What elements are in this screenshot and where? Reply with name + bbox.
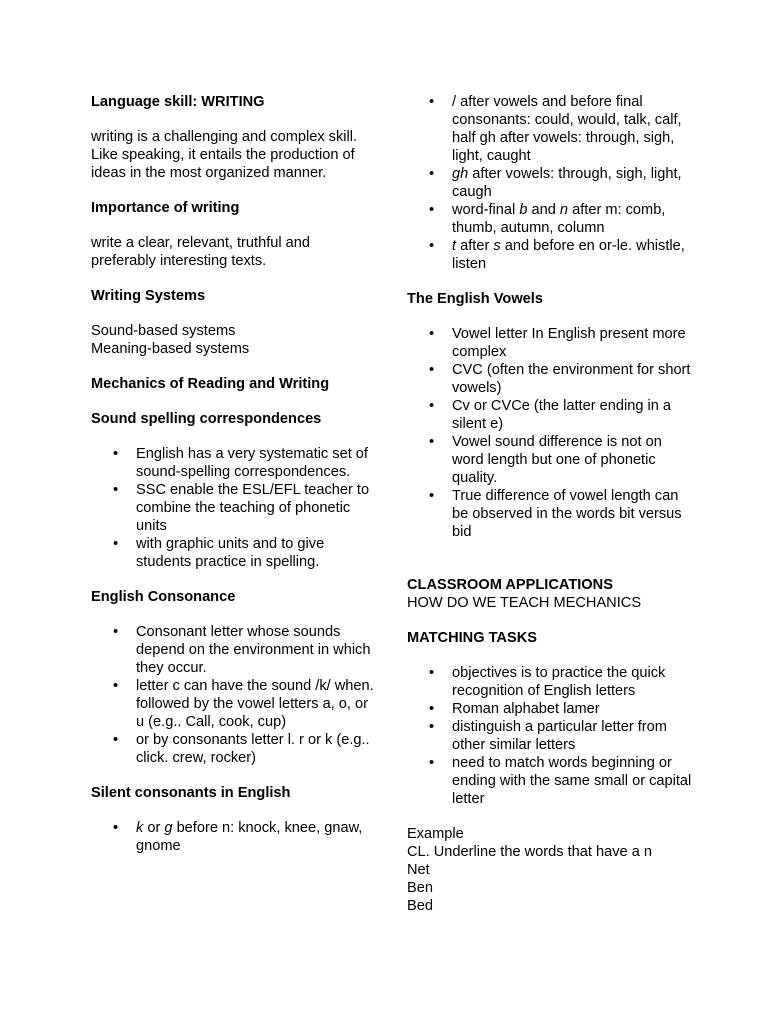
letter-t: t [452, 238, 457, 254]
list-item: • distinguish a particular letter from other similar letters [452, 718, 697, 754]
text-and: and [527, 202, 560, 218]
right-column [407, 93, 697, 915]
letter-s: s [493, 238, 501, 254]
heading-silent-consonants: Silent consonants in English [91, 785, 291, 801]
heading-classroom-applications: CLASSROOM APPLICATIONS [407, 577, 613, 593]
silent-list-left [91, 819, 376, 855]
example-instruction: CL. Underline the words that have a n [407, 844, 652, 860]
heading-consonance: English Consonance [91, 589, 236, 605]
example-word: Ben [407, 880, 433, 896]
list-item: • need to match words beginning or ending with the same small or capital letter [452, 754, 697, 808]
matching-list [407, 664, 697, 808]
list-item [452, 201, 697, 237]
text-rest: after m: comb, thumb, autumn, column [452, 202, 666, 236]
example-word: Net [407, 862, 430, 878]
list-item: • letter c can have the sound /k/ when. followed by the vowel letters a, o, or u (e.g.. Call, cook, cup) [136, 677, 376, 731]
text-word-final: word-final [452, 202, 520, 218]
heading-writing-systems: Writing Systems [91, 288, 206, 304]
list-item: • Vowel letter In English present more complex [452, 325, 697, 361]
importance-text: write a clear, relevant, truthful and preferably interesting texts. [91, 235, 311, 269]
heading-ssc: Sound spelling correspondences [91, 411, 322, 427]
list-item: • SSC enable the ESL/EFL teacher to combine the teaching of phonetic units [136, 481, 376, 535]
heading-matching-tasks: MATCHING TASKS [407, 630, 537, 646]
writing-definition: writing is a challenging and complex skill. Like speaking, it entails the production of ideas in the most organized manner. [91, 129, 358, 181]
list-item [452, 237, 697, 273]
list-item: • Consonant letter whose sounds depend on the environment in which they occur. [136, 623, 376, 677]
consonance-list [91, 623, 376, 767]
text-rest: after vowels: through, sigh, light, caugh [452, 166, 682, 200]
how-do-we-teach: HOW DO WE TEACH MECHANICS [407, 595, 642, 611]
list-item: • with graphic units and to give students practice in spelling. [136, 535, 376, 571]
text-rest: before n: knock, knee, gnaw, gnome [136, 820, 363, 854]
heading-importance: Importance of writing [91, 200, 240, 216]
ssc-list [91, 445, 376, 571]
system-sound-based: Sound-based systems [91, 323, 236, 339]
list-item: • English has a very systematic set of sound-spelling correspondences. [136, 445, 376, 481]
list-item: • CVC (often the environment for short vowels) [452, 361, 697, 397]
list-item: • Vowel sound difference is not on word length but one of phonetic quality. [452, 433, 697, 487]
letters-gh: gh [452, 166, 469, 182]
letter-g: g [164, 820, 173, 836]
list-item: • Roman alphabet lamer [452, 700, 697, 718]
text-after: after [456, 238, 494, 254]
text-rest: and before en or-le. whistle, listen [452, 238, 685, 272]
list-item: • or by consonants letter l. r or k (e.g.. click. crew, rocker) [136, 731, 376, 767]
example-word: Bed [407, 898, 433, 914]
system-meaning-based: Meaning-based systems [91, 341, 250, 357]
list-item: • True difference of vowel length can be observed in the words bit versus bid [452, 487, 697, 541]
silent-list-right [407, 93, 697, 273]
heading-mechanics: Mechanics of Reading and Writing [91, 376, 330, 392]
vowels-list [407, 325, 697, 541]
letter-k: k [136, 820, 144, 836]
heading-language-skill: Language skill: WRITING [91, 94, 265, 110]
letter-b: b [519, 202, 528, 218]
text-or: or [143, 820, 165, 836]
example-label: Example [407, 826, 464, 842]
list-item [452, 165, 697, 201]
heading-english-vowels: The English Vowels [407, 291, 543, 307]
list-item: • Cv or CVCe (the latter ending in a silent e) [452, 397, 697, 433]
letter-n: n [559, 202, 569, 218]
list-item [136, 819, 376, 855]
list-item: • objectives is to practice the quick recognition of English letters [452, 664, 697, 700]
list-item: • / after vowels and before final consonants: could, would, talk, calf, half gh after vowels: through, sigh, light, caught [452, 93, 697, 165]
left-column [91, 93, 376, 855]
